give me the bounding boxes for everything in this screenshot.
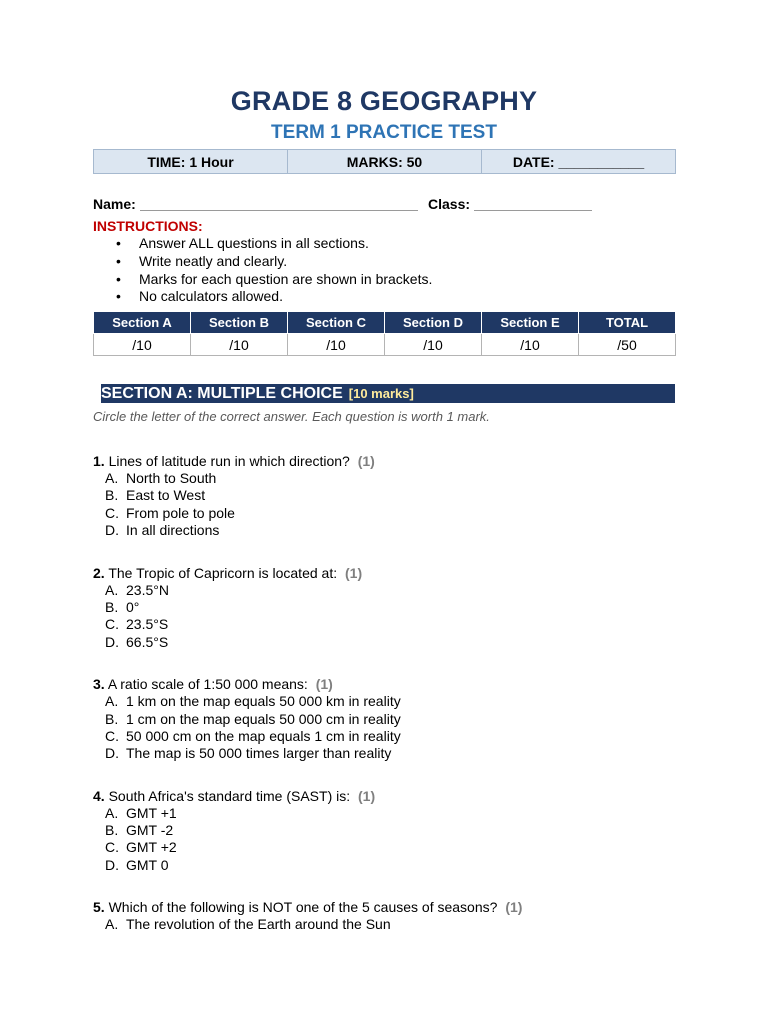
bullet-icon: • [116, 270, 121, 287]
bullet-icon: • [116, 288, 121, 305]
option-c[interactable]: C. 50 000 cm on the map equals 1 cm in reality [105, 727, 401, 744]
option-list [93, 693, 693, 763]
name-line[interactable] [140, 196, 418, 211]
option-list [93, 582, 693, 652]
score-cell-e[interactable]: /10 [482, 334, 579, 356]
option-c[interactable]: C. From pole to pole [105, 504, 235, 521]
instructions-list [116, 235, 432, 306]
section-a-heading [101, 384, 675, 403]
option-d[interactable]: D. The map is 50 000 times larger than reality [105, 745, 392, 762]
section-a-title: SECTION A: MULTIPLE CHOICE [101, 385, 343, 402]
option-b[interactable]: B. East to West [105, 487, 206, 504]
section-a-note: Circle the letter of the correct answer. Each question is worth 1 mark. [93, 409, 490, 424]
option-a[interactable]: A. GMT +1 [105, 804, 177, 821]
score-cell-c[interactable]: /10 [288, 334, 385, 356]
question-number: 4. [93, 787, 105, 804]
instructions-heading: INSTRUCTIONS: [93, 218, 203, 234]
class-line[interactable] [474, 196, 592, 211]
option-d[interactable]: D. In all directions [105, 522, 220, 539]
option-b[interactable]: B. 0° [105, 598, 140, 615]
question-mark: (1) [315, 676, 333, 693]
instruction-item: • No calculators allowed. [116, 288, 283, 305]
option-d[interactable]: D. 66.5°S [105, 633, 169, 650]
score-header-b: Section B [191, 312, 288, 334]
score-header-total: TOTAL [579, 312, 676, 334]
question-list [93, 452, 693, 958]
option-c[interactable]: C. 23.5°S [105, 616, 169, 633]
question-text: South Africa's standard time (SAST) is: [108, 787, 351, 804]
section-a-marks: [10 marks] [348, 386, 414, 401]
question-stem [93, 787, 693, 805]
question-1 [93, 452, 693, 540]
question-mark: (1) [357, 453, 375, 469]
score-cell-a[interactable]: /10 [94, 334, 191, 356]
option-a[interactable]: A. North to South [105, 470, 217, 486]
score-cell-total[interactable]: /50 [579, 334, 676, 356]
question-text: A ratio scale of 1:50 000 means: [107, 676, 308, 693]
question-stem [93, 564, 693, 582]
bullet-icon: • [116, 235, 121, 251]
score-cell-d[interactable]: /10 [385, 334, 482, 356]
score-table [93, 311, 676, 356]
question-text: Lines of latitude run in which direction? [108, 453, 350, 469]
score-header-a: Section A [94, 312, 191, 334]
instruction-item: • Marks for each question are shown in brackets. [116, 270, 433, 287]
date-cell: DATE: ___________ [482, 150, 676, 174]
option-a[interactable]: A. 1 km on the map equals 50 000 km in reality [105, 693, 401, 710]
question-number: 1. [93, 453, 105, 469]
option-a[interactable]: A. 23.5°N [105, 581, 169, 598]
name-label: Name: [93, 196, 136, 212]
time-cell: TIME: 1 Hour [94, 150, 288, 174]
page-subtitle: TERM 1 PRACTICE TEST [271, 122, 497, 143]
question-number: 5. [93, 899, 105, 916]
score-table-header [94, 312, 676, 334]
marks-cell: MARKS: 50 [288, 150, 482, 174]
instruction-item: • Answer ALL questions in all sections. [116, 235, 369, 251]
option-c[interactable]: C. GMT +2 [105, 839, 177, 856]
score-header-c: Section C [288, 312, 385, 334]
question-3 [93, 675, 693, 763]
question-text: The Tropic of Capricorn is located at: [108, 564, 338, 581]
question-stem [93, 452, 693, 470]
question-mark: (1) [358, 787, 376, 804]
option-list [93, 916, 693, 933]
question-2 [93, 564, 693, 652]
question-mark: (1) [345, 564, 363, 581]
page-title: GRADE 8 GEOGRAPHY [230, 86, 538, 116]
option-d[interactable]: D. GMT 0 [105, 856, 169, 873]
option-list [93, 805, 693, 875]
test-info-table [93, 149, 676, 174]
bullet-icon: • [116, 252, 121, 269]
instruction-item: • Write neatly and clearly. [116, 252, 288, 269]
score-header-e: Section E [482, 312, 579, 334]
question-stem [93, 675, 693, 693]
question-mark: (1) [505, 899, 523, 916]
class-field[interactable] [428, 196, 592, 212]
name-field[interactable] [93, 196, 418, 212]
question-5 [93, 898, 693, 933]
question-4 [93, 787, 693, 875]
question-stem [93, 898, 693, 916]
class-label: Class: [428, 196, 471, 212]
question-number: 3. [93, 676, 105, 693]
score-cell-b[interactable]: /10 [191, 334, 288, 356]
option-b[interactable]: B. GMT -2 [105, 822, 174, 839]
score-table-row [94, 334, 676, 356]
option-a[interactable]: A. The revolution of the Earth around the Sun [105, 916, 391, 933]
option-b[interactable]: B. 1 cm on the map equals 50 000 cm in reality [105, 710, 401, 727]
question-text: Which of the following is NOT one of the 5 causes of seasons? [108, 899, 498, 916]
question-number: 2. [93, 564, 105, 581]
score-header-d: Section D [385, 312, 482, 334]
option-list [93, 470, 693, 540]
